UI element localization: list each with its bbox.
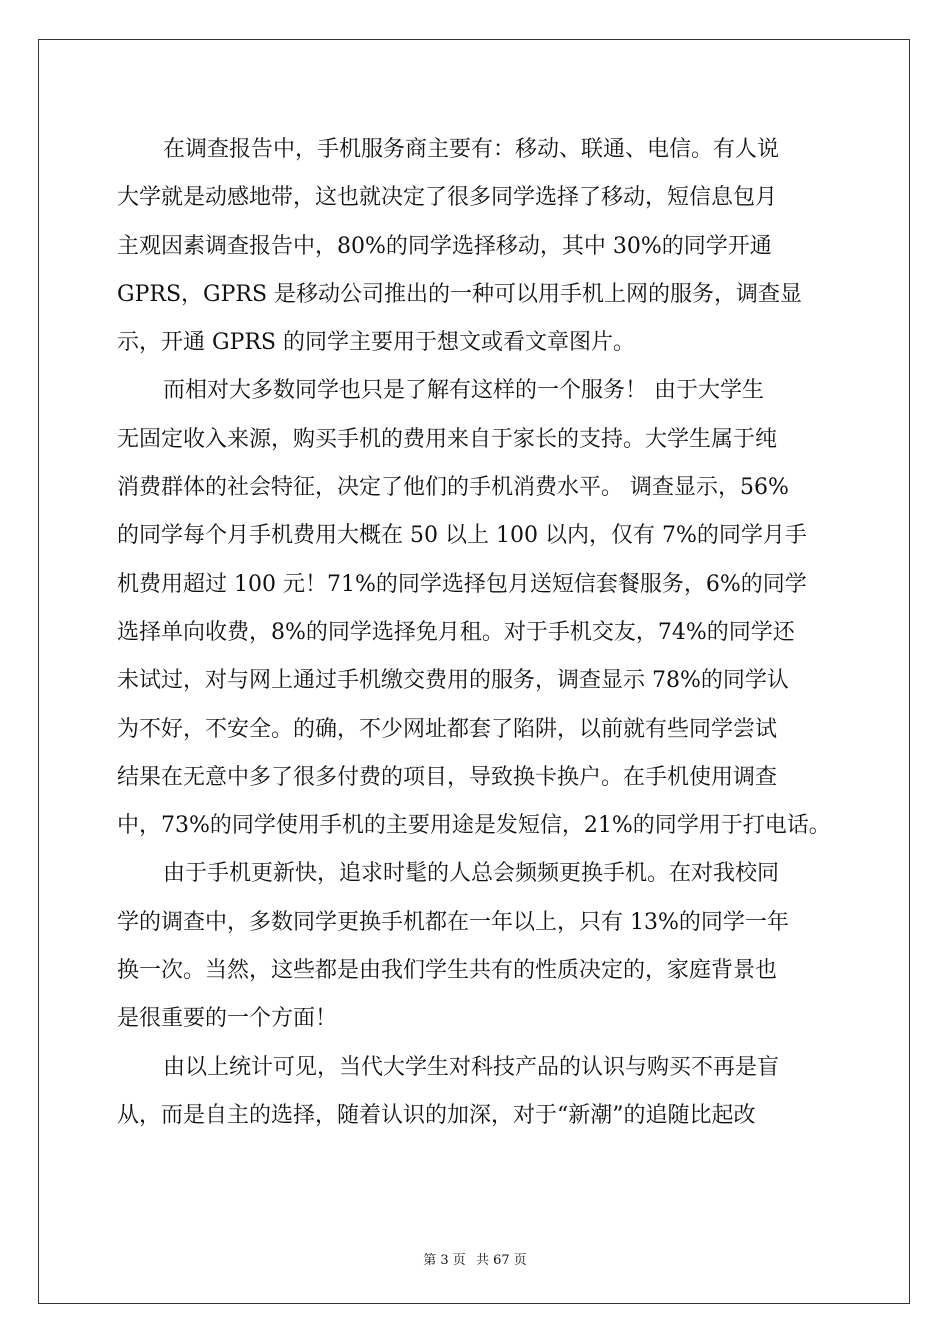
text-line: 而相对大多数同学也只是了解有这样的一个服务！ 由于大学生 — [163, 378, 764, 404]
text-line: 换一次。当然，这些都是由我们学生共有的性质决定的，家庭背景也 — [117, 958, 778, 984]
page-footer — [0, 1249, 950, 1268]
text-line: 大学就是动感地带，这也就决定了很多同学选择了移动，短信息包月 — [117, 185, 778, 211]
text-line: 学的调查中，多数同学更换手机都在一年以上，只有 13%的同学一年 — [117, 909, 789, 935]
text-line: 在调查报告中，手机服务商主要有：移动、联通、电信。有人说 — [163, 137, 780, 162]
text-line: 由以上统计可见，当代大学生对科技产品的认识与购买不再是盲 — [163, 1054, 780, 1080]
text-line: 消费群体的社会特征，决定了他们的手机消费水平。 调查显示，56% — [117, 475, 789, 501]
text-line: 中，73%的同学使用手机的主要用途是发短信，21%的同学用于打电话。 — [117, 813, 831, 839]
text-line: 选择单向收费，8%的同学选择免月租。对于手机交友，74%的同学还 — [117, 619, 795, 645]
paragraph-3 — [117, 850, 837, 1043]
page-number: 第 3 页 — [423, 1253, 466, 1268]
text-line: GPRS，GPRS 是移动公司推出的一种可以用手机上网的服务，调查显 — [117, 281, 803, 307]
text-line: 示，开通 GPRS 的同学主要用于想文或看文章图片。 — [117, 330, 636, 356]
page-total: 共 67 页 — [475, 1253, 527, 1268]
paragraph-2 — [117, 367, 837, 850]
text-line: 的同学每个月手机费用大概在 50 以上 100 以内，仅有 7%的同学月手 — [117, 523, 807, 549]
paragraph-4 — [117, 1044, 837, 1141]
text-line: 为不好，不安全。的确，不少网址都套了陷阱，以前就有些同学尝试 — [117, 716, 778, 742]
text-line: 是很重要的一个方面！ — [117, 1006, 338, 1032]
text-line: 机费用超过 100 元！71%的同学选择包月送短信套餐服务，6%的同学 — [117, 571, 807, 597]
text-line: 由于手机更新快，追求时髦的人总会频频更换手机。在对我校同 — [163, 861, 780, 887]
text-line: 主观因素调查报告中，80%的同学选择移动，其中 30%的同学开通 — [117, 233, 772, 259]
text-line: 无固定收入来源，购买手机的费用来自于家长的支持。大学生属于纯 — [117, 426, 778, 452]
text-line: 结果在无意中多了很多付费的项目，导致换卡换户。在手机使用调查 — [117, 764, 778, 790]
text-line: 从，而是自主的选择，随着认识的加深，对于“新潮”的追随比起改 — [117, 1102, 756, 1128]
document-body — [117, 126, 837, 1140]
text-line: 未试过，对与网上通过手机缴交费用的服务，调查显示 78%的同学认 — [117, 668, 789, 694]
paragraph-1 — [117, 126, 837, 367]
